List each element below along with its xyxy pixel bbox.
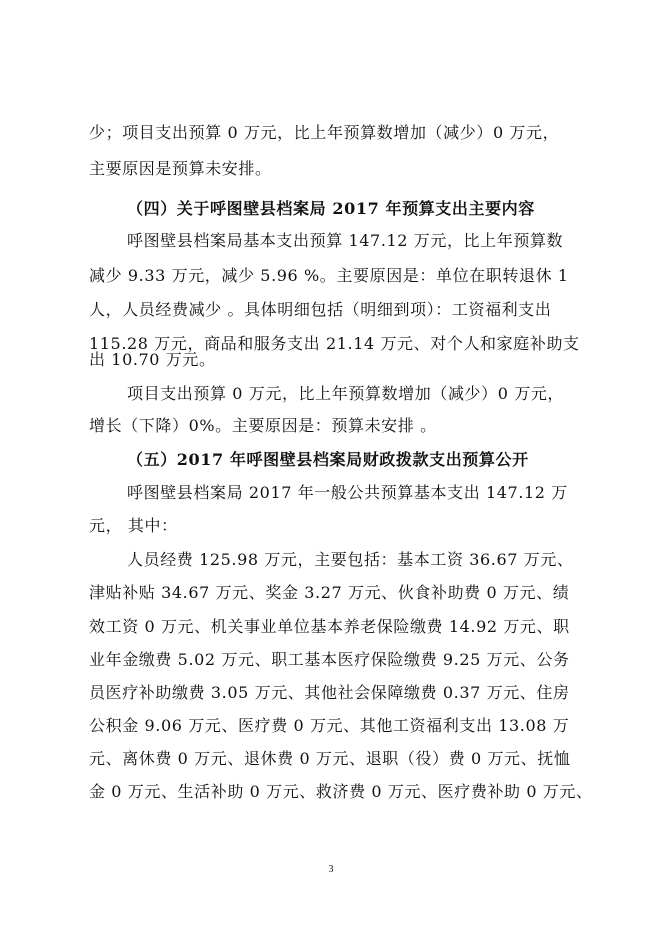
text-line-13: 元， 其中： bbox=[89, 516, 178, 535]
text-line-10: 增长（下降）0%。主要原因是：预算未安排 。 bbox=[89, 416, 437, 435]
section-heading-5: （五）2017 年呼图壁县档案局财政拨款支出预算公开 bbox=[127, 450, 529, 469]
text-line-1: 少；项目支出预算 0 万元，比上年预算数增加（减少）0 万元， bbox=[89, 123, 560, 142]
text-line-19: 公积金 9.06 万元、医疗费 0 万元、其他工资福利支出 13.08 万 bbox=[89, 716, 570, 735]
text-line-7: 115.28 万元，商品和服务支出 21.14 万元、对个人和家庭补助支 bbox=[89, 334, 580, 353]
text-line-16: 效工资 0 万元、机关事业单位基本养老保险缴费 14.92 万元、职 bbox=[89, 617, 570, 636]
text-line-21: 金 0 万元、生活补助 0 万元、救济费 0 万元、医疗费补助 0 万元、 bbox=[89, 782, 593, 801]
text-line-4: 呼图壁县档案局基本支出预算 147.12 万元，比上年预算数 bbox=[127, 231, 564, 250]
text-line-8: 出 10.70 万元。 bbox=[89, 350, 216, 369]
text-line-15: 津贴补贴 34.67 万元、奖金 3.27 万元、伙食补助费 0 万元、绩 bbox=[89, 583, 570, 602]
text-line-9: 项目支出预算 0 万元，比上年预算数增加（减少）0 万元， bbox=[127, 384, 565, 403]
page-number: 3 bbox=[328, 864, 334, 875]
text-line-6: 人，人员经费减少 。具体明细包括（明细到项）：工资福利支出 bbox=[89, 300, 552, 319]
section-heading-4: （四）关于呼图壁县档案局 2017 年预算支出主要内容 bbox=[127, 199, 535, 218]
text-line-12: 呼图壁县档案局 2017 年一般公共预算基本支出 147.12 万 bbox=[127, 483, 568, 502]
text-line-2: 主要原因是预算未安排。 bbox=[89, 159, 272, 178]
text-line-5: 减少 9.33 万元，减少 5.96 %。主要原因是：单位在职转退休 1 bbox=[89, 266, 569, 285]
text-line-17: 业年金缴费 5.02 万元、职工基本医疗保险缴费 9.25 万元、公务 bbox=[89, 650, 570, 669]
text-line-20: 元、离休费 0 万元、退休费 0 万元、退职（役）费 0 万元、抚恤 bbox=[89, 749, 571, 768]
text-line-18: 员医疗补助缴费 3.05 万元、其他社会保障缴费 0.37 万元、住房 bbox=[89, 683, 570, 702]
text-line-14: 人员经费 125.98 万元，主要包括：基本工资 36.67 万元、 bbox=[127, 550, 574, 569]
